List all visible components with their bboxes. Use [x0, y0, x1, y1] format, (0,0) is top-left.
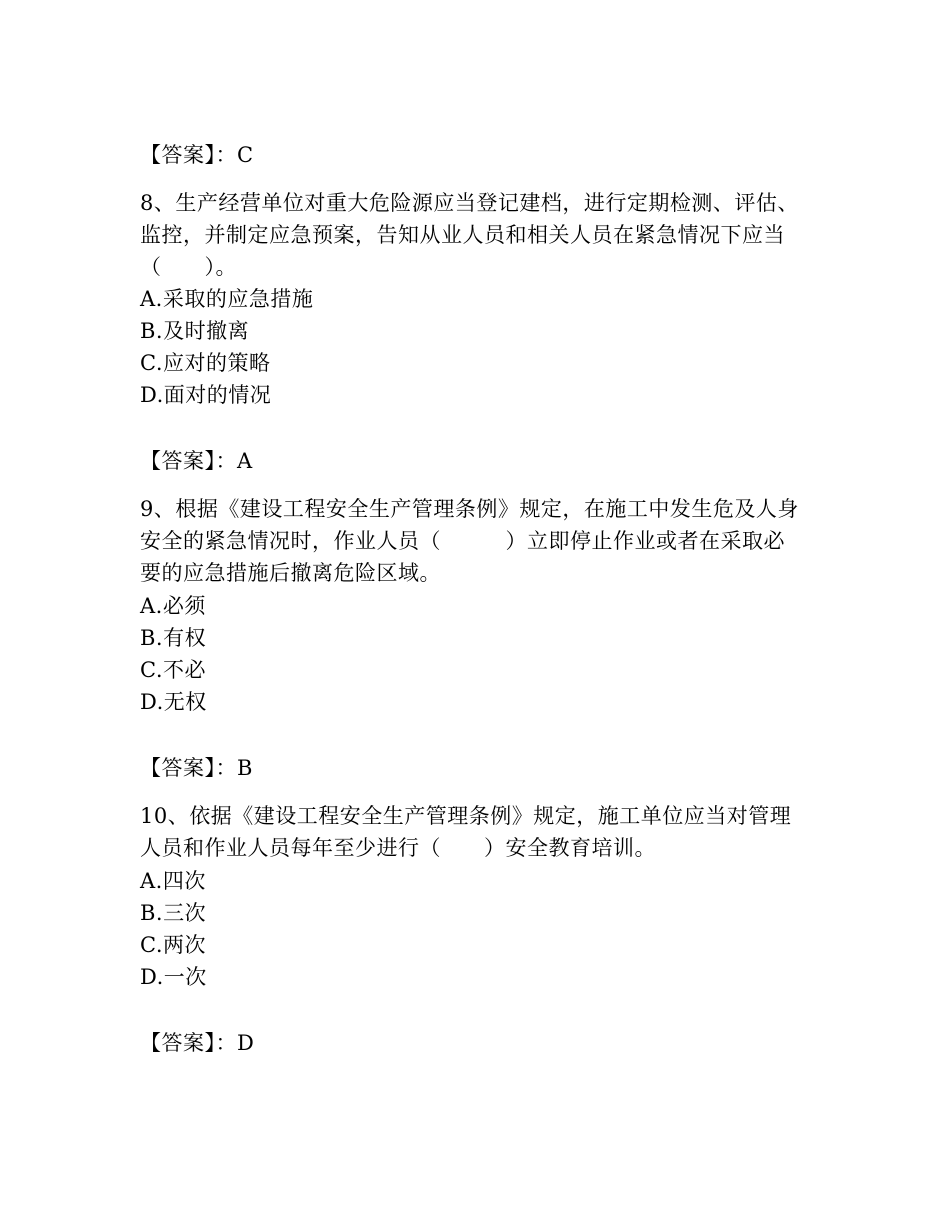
- option-c: C.应对的策略: [140, 351, 271, 375]
- answer-line: 【答案】：B: [140, 756, 253, 780]
- option-d: D.一次: [140, 965, 207, 989]
- option-b: B.三次: [140, 901, 207, 925]
- question-stem-line: 8、生产经营单位对重大危险源应当登记建档，进行定期检测、评估、: [140, 191, 799, 215]
- option-c: C.两次: [140, 933, 206, 957]
- option-c: C.不必: [140, 658, 206, 682]
- question-stem-line: 9、根据《建设工程安全生产管理条例》规定，在施工中发生危及人身: [140, 497, 799, 521]
- answer-line: 【答案】：C: [140, 143, 254, 167]
- question-stem-line: 要的应急措施后撤离危险区域。: [140, 561, 441, 585]
- question-stem-line: （ ）。: [140, 255, 237, 279]
- option-b: B.有权: [140, 626, 207, 650]
- question-stem-line: 人员和作业人员每年至少进行（ ）安全教育培训。: [140, 836, 656, 860]
- answer-line: 【答案】：D: [140, 1031, 255, 1055]
- question-stem-line: 监控，并制定应急预案，告知从业人员和相关人员在紧急情况下应当: [140, 223, 785, 247]
- question-stem-line: 安全的紧急情况时，作业人员（ ）立即停止作业或者在采取必: [140, 529, 785, 553]
- option-a: A.必须: [140, 594, 206, 618]
- option-a: A.采取的应急措施: [140, 287, 314, 311]
- question-stem-line: 10、依据《建设工程安全生产管理条例》规定，施工单位应当对管理: [140, 804, 792, 828]
- option-d: D.无权: [140, 690, 207, 714]
- option-a: A.四次: [140, 869, 206, 893]
- option-d: D.面对的情况: [140, 383, 272, 407]
- answer-line: 【答案】：A: [140, 449, 253, 473]
- option-b: B.及时撤离: [140, 319, 250, 343]
